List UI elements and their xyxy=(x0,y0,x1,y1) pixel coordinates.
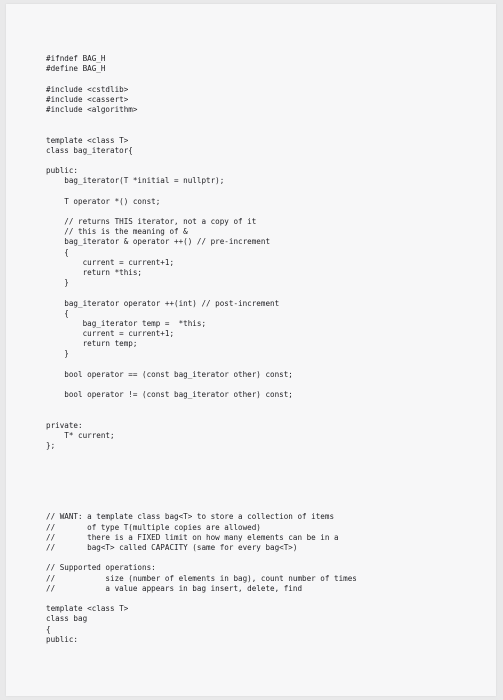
code-line: #ifndef BAG_H xyxy=(46,54,106,63)
code-listing xyxy=(46,54,486,645)
code-line: private: xyxy=(46,420,83,430)
blank-line xyxy=(46,472,486,482)
code-line: // of type T(multiple copies are allowed) xyxy=(46,522,261,532)
blank-line xyxy=(46,400,486,410)
blank-line xyxy=(46,482,486,492)
blank-line xyxy=(46,594,486,604)
code-line: // this is the meaning of & xyxy=(46,227,188,237)
code-line: #define BAG_H xyxy=(46,64,106,74)
blank-line xyxy=(46,553,486,563)
blank-line xyxy=(46,288,486,298)
code-line: { xyxy=(46,308,69,318)
code-line: bool operator == (const bag_iterator other) const; xyxy=(46,369,293,379)
blank-line xyxy=(46,115,486,125)
code-line: public: xyxy=(46,166,79,176)
code-line: // there is a FIXED limit on how many elements can be in a xyxy=(46,532,339,542)
code-line: } xyxy=(46,278,69,288)
blank-line xyxy=(46,125,486,135)
blank-line xyxy=(46,186,486,196)
code-line: // returns THIS iterator, not a copy of it xyxy=(46,217,257,226)
code-line: bag_iterator operator ++(int) // post-increment xyxy=(46,298,280,308)
blank-line xyxy=(46,74,486,84)
code-line: class bag xyxy=(46,614,88,624)
code-line: // WANT: a template class bag<T> to store a collection of items xyxy=(46,512,335,522)
code-line: current = current+1; xyxy=(46,329,175,339)
blank-line xyxy=(46,207,486,217)
code-line: // a value appears in bag insert, delete, find xyxy=(46,583,303,593)
code-line: return temp; xyxy=(46,339,138,349)
code-line: { xyxy=(46,624,51,634)
blank-line xyxy=(46,502,486,512)
code-line: bag_iterator(T *initial = nullptr); xyxy=(46,176,225,186)
code-line: #include <cstdlib> xyxy=(46,84,129,94)
code-line: // bag<T> called CAPACITY (same for every bag<T>) xyxy=(46,543,298,552)
code-line: // Supported operations: xyxy=(46,563,156,573)
code-line: class bag_iterator{ xyxy=(46,145,133,155)
code-line: public: xyxy=(46,634,79,644)
blank-line xyxy=(46,451,486,461)
code-line: { xyxy=(46,247,69,257)
blank-line xyxy=(46,462,486,472)
code-line: // size (number of elements in bag), count number of times xyxy=(46,573,357,583)
code-line: bag_iterator temp = *this; xyxy=(46,318,207,328)
code-line: current = current+1; xyxy=(46,257,175,267)
code-line: }; xyxy=(46,441,56,451)
code-line: T* current; xyxy=(46,430,115,440)
code-line: return *this; xyxy=(46,267,143,277)
code-line: #include <algorithm> xyxy=(46,104,138,114)
blank-line xyxy=(46,492,486,502)
code-line: bool operator != (const bag_iterator other) const; xyxy=(46,390,293,400)
code-line: bag_iterator & operator ++() // pre-increment xyxy=(46,237,271,247)
document-page xyxy=(6,4,496,696)
blank-line xyxy=(46,411,486,421)
code-line: template <class T> xyxy=(46,135,129,145)
blank-line xyxy=(46,380,486,390)
code-line: #include <cassert> xyxy=(46,94,129,104)
code-line: template <class T> xyxy=(46,604,129,614)
code-line: T operator *() const; xyxy=(46,196,161,206)
code-line: } xyxy=(46,349,69,359)
blank-line xyxy=(46,360,486,370)
blank-line xyxy=(46,156,486,166)
